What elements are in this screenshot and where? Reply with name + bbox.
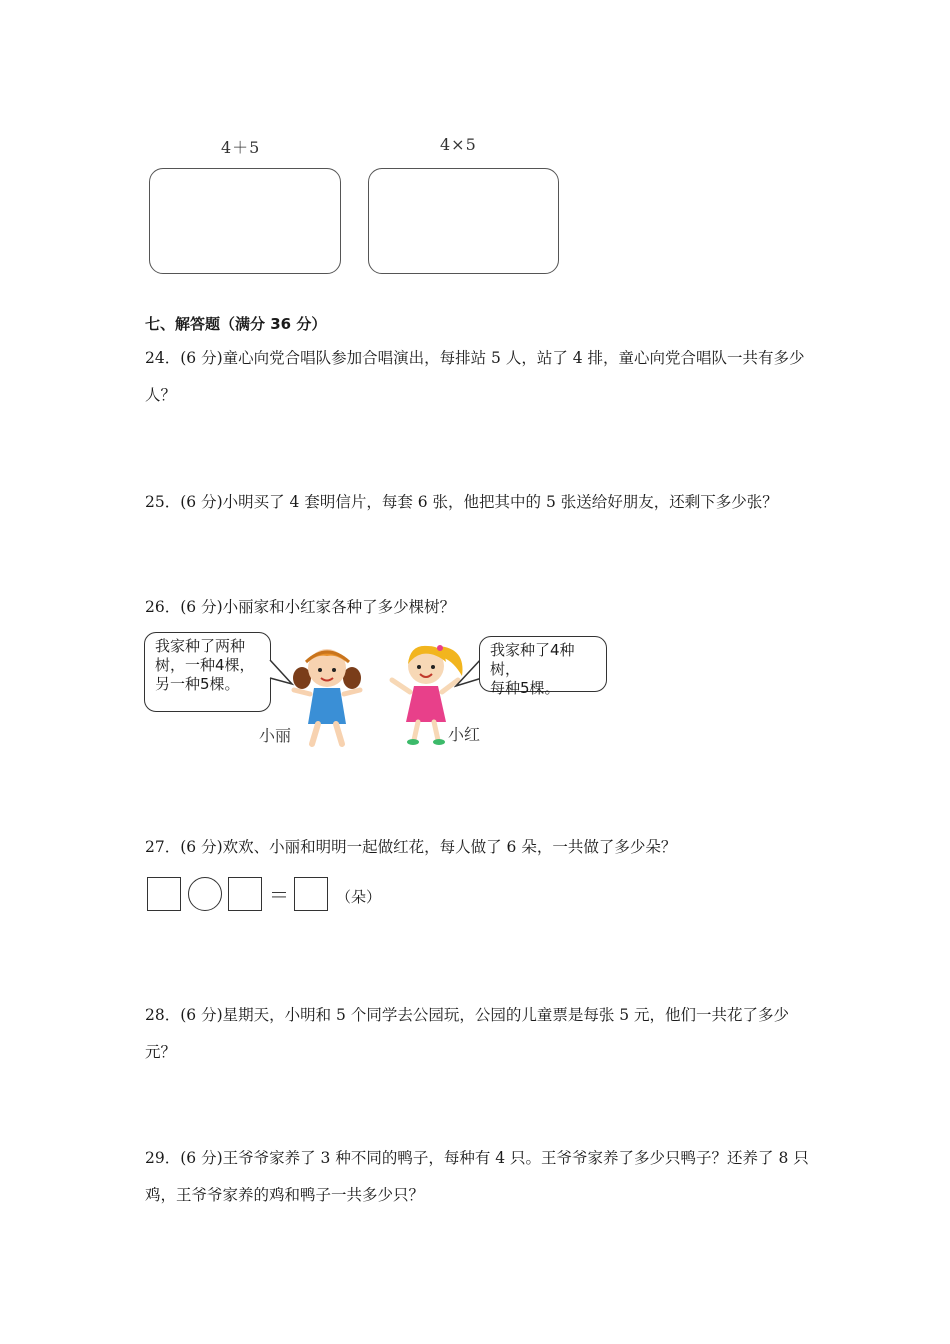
question-24	[145, 340, 815, 414]
question-text: 王爷爷家养了 3 种不同的鸭子，每种有 4 只。王爷爷家养了多少只鸭子？还养了 8 只鸡，王爷爷家养的鸡和鸭子一共多少只？	[145, 1149, 809, 1204]
question-number: 25．	[145, 493, 181, 511]
speech-line: 另一种5棵。	[155, 675, 240, 693]
question-number: 27．	[145, 838, 181, 856]
xiaoli-name: 小丽	[259, 726, 292, 745]
question-text: 星期天，小明和 5 个同学去公园玩，公园的儿童票是每张 5 元，他们一共花了多少元？	[145, 1006, 790, 1061]
question-28	[145, 997, 815, 1071]
question-text: 小明买了 4 套明信片，每套 6 张，他把其中的 5 张送给好朋友，还剩下多少张？	[222, 493, 778, 511]
xiaohong-name: 小红	[448, 725, 481, 744]
question-number: 24．	[145, 349, 181, 367]
speech-line: 树，一种4棵，	[155, 656, 255, 674]
answer-box-1[interactable]	[147, 877, 181, 911]
speech-line: 我家种了4种树，	[490, 641, 575, 678]
question-score: (6 分)	[180, 1006, 223, 1024]
speech-line: 我家种了两种	[155, 637, 246, 655]
question-text: 欢欢、小丽和明明一起做红花，每人做了 6 朵，一共做了多少朵？	[222, 838, 677, 856]
question-26	[145, 589, 815, 626]
drawing-box-left[interactable]	[149, 168, 341, 274]
xiaoli-girl-icon	[288, 640, 368, 750]
answer-box-2[interactable]	[228, 877, 262, 911]
question-score: (6 分)	[180, 838, 223, 856]
xiaohong-speech-bubble	[479, 636, 607, 697]
question-number: 26．	[145, 598, 181, 616]
question-number: 29．	[145, 1149, 181, 1167]
equals-sign: ＝	[269, 883, 289, 907]
answer-box-result[interactable]	[294, 877, 328, 911]
section-title: 七、解答题（满分 36 分）	[145, 315, 327, 333]
question-score: (6 分)	[180, 598, 223, 616]
unit-label: （朵）	[336, 888, 382, 906]
operator-circle[interactable]	[188, 877, 222, 911]
question-text: 童心向党合唱队参加合唱演出，每排站 5 人，站了 4 排，童心向党合唱队一共有多少人？	[145, 349, 805, 404]
xiaoli-speech-bubble	[144, 632, 271, 712]
drawing-box-right[interactable]	[368, 168, 559, 274]
speech-line: 每种5棵。	[490, 679, 560, 697]
expression-right: 4×5	[440, 135, 477, 154]
question-score: (6 分)	[180, 1149, 223, 1167]
question-29	[145, 1140, 815, 1214]
question-25	[145, 484, 815, 521]
question-score: (6 分)	[180, 493, 223, 511]
question-score: (6 分)	[180, 349, 223, 367]
expression-left: 4＋5	[221, 138, 261, 157]
question-text: 小丽家和小红家各种了多少棵树？	[222, 598, 456, 616]
question-number: 28．	[145, 1006, 181, 1024]
question-27	[145, 829, 815, 866]
